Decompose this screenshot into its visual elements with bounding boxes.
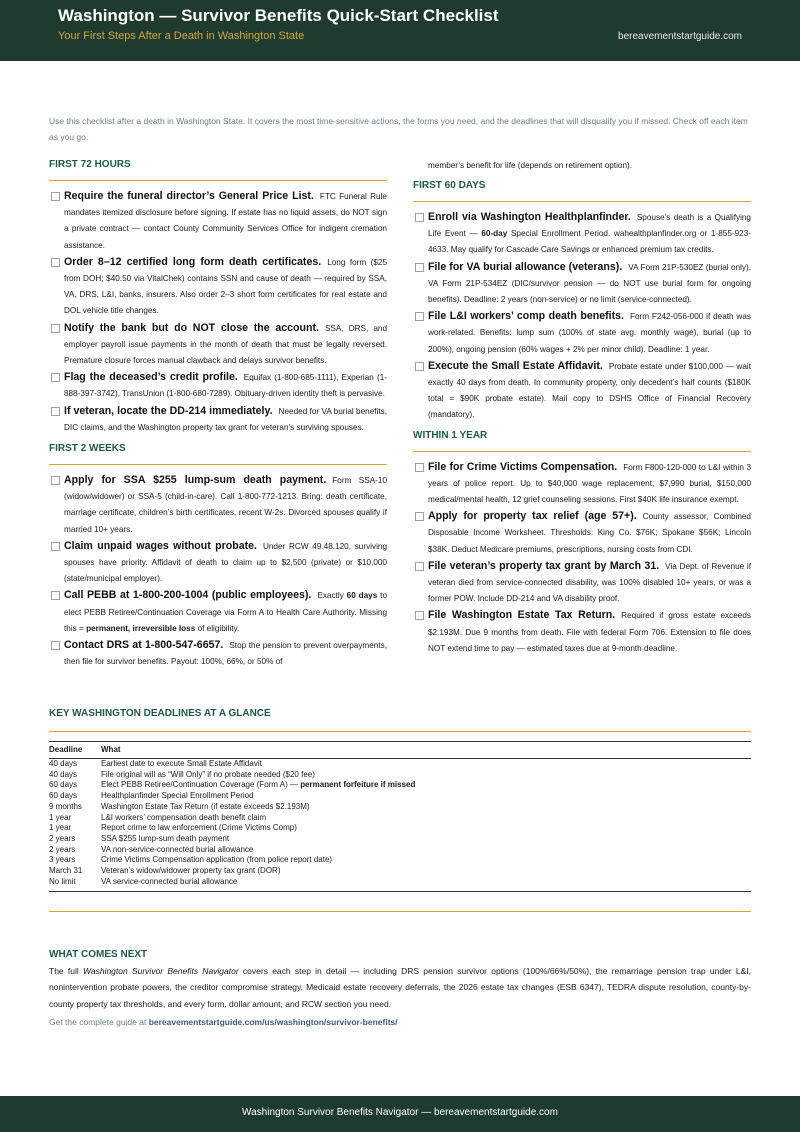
checklist-item	[413, 459, 751, 509]
deadline-cell: 9 months	[49, 801, 82, 811]
deadline-cell: March 31	[49, 866, 83, 876]
checkbox[interactable]	[415, 213, 424, 222]
what-cell: Healthplanfinder Special Enrollment Period	[101, 791, 254, 801]
checklist-item	[49, 403, 387, 436]
deadline-cell: 3 years	[49, 855, 76, 865]
checkbox[interactable]	[51, 542, 60, 551]
checklist-item	[413, 358, 751, 424]
checkbox[interactable]	[51, 373, 60, 382]
what-emphasis: permanent forfeiture if missed	[300, 780, 416, 790]
what-cell: File original will as “Will Only” if no probate needed ($20 fee)	[101, 769, 315, 779]
item-text: Under RCW 49.48.120, surviving spouses have priority. Affidavit of death to claim up to $2,500 (private) or $10,000 (state/municipal employer).	[64, 541, 387, 584]
section-title-within-1-year: WITHIN 1 YEAR	[413, 429, 488, 441]
item-text-continuation: member’s benefit for life (depends on retirement option).	[428, 161, 633, 170]
checklist-item	[413, 308, 751, 358]
what-cell	[101, 780, 751, 791]
item-text: Form F242-056-000 if death was work-related. Benefits: lump sum (100% of state avg. monthly wage), burial (up to 200%), ongoing pension (60% wages + 2% per minor child). Deadline: 1 year.	[428, 312, 751, 354]
checklist-item	[413, 209, 751, 259]
item-text: Equifax (1-800-685-1111), Experian (1-888-397-3742), TransUnion (1-800-680-7289). Obituary-driven identity theft is pervasive.	[64, 373, 388, 399]
table-row	[49, 759, 751, 770]
what-cell: Washington Estate Tax Return (if estate exceeds $2.193M)	[101, 801, 310, 811]
intro-text: Use this checklist after a death in Washington State. It covers the most time-sensitive actions, the forms you need, and the deadlines that will disqualify you if missed. Check off each item as you go.	[49, 116, 748, 142]
checkbox[interactable]	[415, 362, 424, 371]
deadline-cell: 2 years	[49, 844, 76, 854]
deadline-cell: 60 days	[49, 780, 78, 790]
checkbox[interactable]	[415, 312, 424, 321]
item-text-emphasis: permanent, irreversible loss	[86, 623, 196, 633]
what-cell: Report crime to law enforcement (Crime Victims Comp)	[101, 823, 297, 833]
deadline-cell: 1 year	[49, 812, 72, 822]
column-header-what: What	[101, 742, 751, 759]
checkbox[interactable]	[51, 641, 60, 650]
checklist-item	[413, 259, 751, 309]
item-text: FTC Funeral Rule mandates itemized disclosure before signing. If estate has no liquid assets, do NOT sign a private contract — contact County Community Services Office for indigent cremation assistance.	[64, 192, 387, 250]
what-cell: SSA $255 lump-sum death payment	[101, 833, 230, 843]
checkbox[interactable]	[415, 562, 424, 571]
item-heading: Apply for property tax relief (age 57+).	[428, 510, 637, 523]
table-row	[49, 813, 751, 824]
guide-line	[49, 1014, 751, 1030]
item-heading: File veteran’s property tax grant by March 31.	[428, 559, 660, 572]
next-text-title: Washington Survivor Benefits Navigator	[82, 966, 239, 976]
section-title-first-72-hours: FIRST 72 HOURS	[49, 159, 131, 170]
item-heading: File for VA burial allowance (veterans).	[428, 260, 623, 273]
next-text-post: covers each step in detail — including DRS pension survivor options (100%/66%/50%), the remarriage pension trap under L&I, nonintervention probate powers, the creditor compromise strategy, Medicaid estate recovery deferrals, the 2026 estate tax changes (ESB 6347), TEDRA dispute resolution, county-by-county property tax thresholds, and every form, dollar amount, and RCW section you need.	[49, 966, 751, 1009]
checkbox[interactable]	[415, 611, 424, 620]
item-heading: File L&I workers’ comp death benefits.	[428, 310, 624, 323]
checklist-item	[413, 558, 751, 608]
item-heading: File for Crime Victims Compensation.	[428, 460, 618, 473]
checklist-item	[413, 508, 751, 558]
deadline-cell: 1 year	[49, 823, 72, 833]
item-text-emphasis: 60-day	[481, 229, 508, 239]
item-text: Form SSA-10 (widow/widower) or SSA-5 (child-in-care). Call 1-800-772-1213. Bring: death certificate, marriage certificate, children’s birth certificates, recent W-2s. Divorced spouses qualify if married 10+ years.	[64, 476, 387, 534]
section-divider	[49, 464, 387, 465]
checkbox[interactable]	[51, 407, 60, 416]
what-cell: Earliest date to execute Small Estate Affidavit	[101, 759, 262, 768]
guide-label: Get the complete guide at	[49, 1016, 149, 1027]
item-text-post: Special Enrollment Period. wahealthplanfinder.org or 1-855-923-4633. May qualify for Cascade Care Savings or enhanced premium tax credits.	[428, 229, 751, 255]
section-divider	[413, 451, 751, 452]
item-text: Via Dept. of Revenue if veteran died from service-connected disability, was 100% disabled 10+ years, or was a former POW. Include DD-214 and VA disability proof.	[428, 561, 751, 604]
item-text: Probate estate under $100,000 — wait exactly 40 days from death. In community property, only decedent’s half counts ($180K total = $90K probate estate). Mail copy to DSHS Office of Financial Recovery (mandatory).	[428, 361, 751, 420]
section-title-what-comes-next: WHAT COMES NEXT	[49, 949, 148, 960]
section-divider	[49, 180, 387, 181]
footer-bar	[0, 1096, 800, 1132]
item-heading: Apply for SSA $255 lump-sum death payment.	[64, 474, 327, 487]
deadline-cell: 60 days	[49, 791, 78, 801]
table-row	[49, 823, 751, 834]
item-text-mid: to elect PEBB Retiree/Continuation Coverage via Form A to Health Care Authority. Missing this =	[64, 591, 388, 633]
what-cell: VA non-service-connected burial allowance	[101, 844, 254, 854]
item-heading: Claim unpaid wages without probate.	[64, 539, 257, 552]
table-row	[49, 855, 751, 866]
next-paragraph	[49, 963, 751, 1012]
item-heading: File Washington Estate Tax Return.	[428, 609, 616, 622]
what-cell: VA service-connected burial allowance	[101, 876, 238, 886]
item-heading: Execute the Small Estate Affidavit.	[428, 359, 603, 372]
section-title-first-60-days: FIRST 60 DAYS	[413, 180, 486, 191]
column-header-deadline: Deadline	[49, 742, 101, 759]
item-text-emphasis: 60 days	[346, 591, 378, 601]
item-heading: Enroll via Washington Healthplanfinder.	[428, 211, 631, 223]
item-text: Required if gross estate exceeds $2.193M. Due 9 months from death. File with federal Form 706. Extension to file does NOT extend time to pay — estimated taxes due at 9-month deadline.	[428, 611, 751, 653]
page-title: Washington — Survivor Benefits Quick-Start Checklist	[58, 6, 499, 25]
checklist-item	[49, 188, 387, 254]
checklist-item	[49, 538, 387, 588]
what-cell: L&I workers’ compensation death benefit claim	[101, 812, 267, 822]
deadline-cell: 40 days	[49, 759, 78, 768]
item-heading: Order 8–12 certified long form death certificates.	[64, 255, 322, 268]
checklist-item	[49, 587, 387, 637]
table-row	[49, 770, 751, 781]
checklist-item	[49, 369, 387, 402]
checklist-item	[413, 607, 751, 657]
next-text-pre: The full	[49, 966, 83, 976]
table-row	[49, 877, 751, 892]
item-text-post: of eligibility.	[195, 623, 240, 633]
header-site-link[interactable]: bereavementstartguide.com	[618, 31, 742, 42]
item-heading: Notify the bank but do NOT close the account.	[64, 321, 319, 334]
item-heading: Require the funeral director’s General Price List.	[64, 190, 314, 202]
item-text: Needed for VA burial benefits, DIC claims, and the Washington property tax grant for veteran’s surviving spouses.	[64, 406, 387, 432]
left-column	[49, 157, 387, 670]
checklist-item	[49, 637, 387, 670]
header-bar	[0, 0, 800, 61]
what-comes-next-section	[49, 947, 751, 1030]
section-title-deadlines: KEY WASHINGTON DEADLINES AT A GLANCE	[49, 708, 271, 719]
page-subtitle: Your First Steps After a Death in Washington State	[58, 30, 305, 42]
deadlines-table	[49, 741, 751, 892]
table-header-row	[49, 742, 751, 759]
table-row	[49, 834, 751, 845]
item-heading: Flag the deceased’s credit profile.	[64, 371, 238, 384]
item-text-pre: Spouse’s death is a Qualifying Life Event —	[428, 213, 751, 239]
table-row	[49, 791, 751, 802]
deadline-cell: 2 years	[49, 833, 76, 843]
checkbox[interactable]	[415, 463, 424, 472]
item-text: County assessor, Combined Disposable Income Worksheet. Thresholds: King Co. $76K; Spokane $56K; Lincoln $38K. Deduct Medicare premiums, prescriptions, nursing costs from CDI.	[428, 512, 751, 554]
checkbox[interactable]	[51, 192, 60, 201]
what-text: Elect PEBB Retiree/Continuation Coverage (Form A) —	[101, 780, 301, 790]
deadlines-section	[49, 706, 751, 921]
table-row	[49, 802, 751, 813]
item-heading: Call PEBB at 1-800-200-1004 (public employees).	[64, 589, 312, 602]
checklist-item	[49, 472, 387, 538]
item-text: Form F800-120-000 to L&I within 3 years of police report. Up to $40,000 wage replacement, $7,990 burial, $150,000 medical/mental health, 12 grief counseling sessions. First $40K life insurance exempt.	[428, 462, 751, 505]
checklist-item	[49, 320, 387, 370]
checkbox[interactable]	[415, 263, 424, 272]
section-divider	[49, 731, 751, 732]
item-text: Stop the pension to prevent overpayments, then file for survivor benefits. Payout: 100%, 66%, or 50% of	[64, 641, 387, 667]
what-cell: Crime Victims Compensation application (from police report date)	[101, 855, 333, 865]
table-row	[49, 780, 751, 791]
item-text: Long form ($25 from DOH; $40.50 via VitalChek) contains SSN and cause of death — required by SSA, VA, DRS, L&I, banks, insurers. Also order 2–3 short form certificates for real estate and DOL vehicle title changes.	[64, 257, 387, 316]
checkbox[interactable]	[51, 324, 60, 333]
footer-text: Washington Survivor Benefits Navigator — bereavementstartguide.com	[242, 1107, 558, 1118]
checkbox[interactable]	[51, 258, 60, 267]
deadline-cell: 40 days	[49, 769, 78, 779]
section-title-first-2-weeks: FIRST 2 WEEKS	[49, 443, 126, 455]
deadline-cell: No limit	[49, 876, 76, 886]
guide-link[interactable]: bereavementstartguide.com/us/washington/survivor-benefits/	[148, 1016, 398, 1027]
item-text: SSA, DRS, and employer payroll issue payments in the month of death that must be legally reversed. Premature closure forces manual clawback and delays survivor benefits.	[64, 323, 387, 366]
item-heading: Contact DRS at 1-800-547-6657.	[64, 639, 224, 652]
section-divider	[413, 201, 751, 202]
item-text-pre: Exactly	[317, 591, 347, 601]
what-cell: Veteran’s widow/widower property tax grant (DOR)	[101, 866, 281, 876]
section-divider	[49, 911, 751, 912]
table-row	[49, 845, 751, 856]
table-row	[49, 866, 751, 877]
checkbox[interactable]	[51, 591, 60, 600]
checklist-item	[49, 254, 387, 320]
item-heading: If veteran, locate the DD-214 immediately.	[64, 404, 273, 417]
checkbox[interactable]	[415, 512, 424, 521]
item-text: VA Form 21P-530EZ (burial only). VA Form 21P-534EZ (DIC/survivor pension — do NOT use burial form for ongoing benefits). Deadline: 2 years (non-service) or no limit (service-connected).	[428, 262, 751, 305]
checkbox[interactable]	[51, 476, 60, 485]
right-column	[413, 157, 751, 657]
